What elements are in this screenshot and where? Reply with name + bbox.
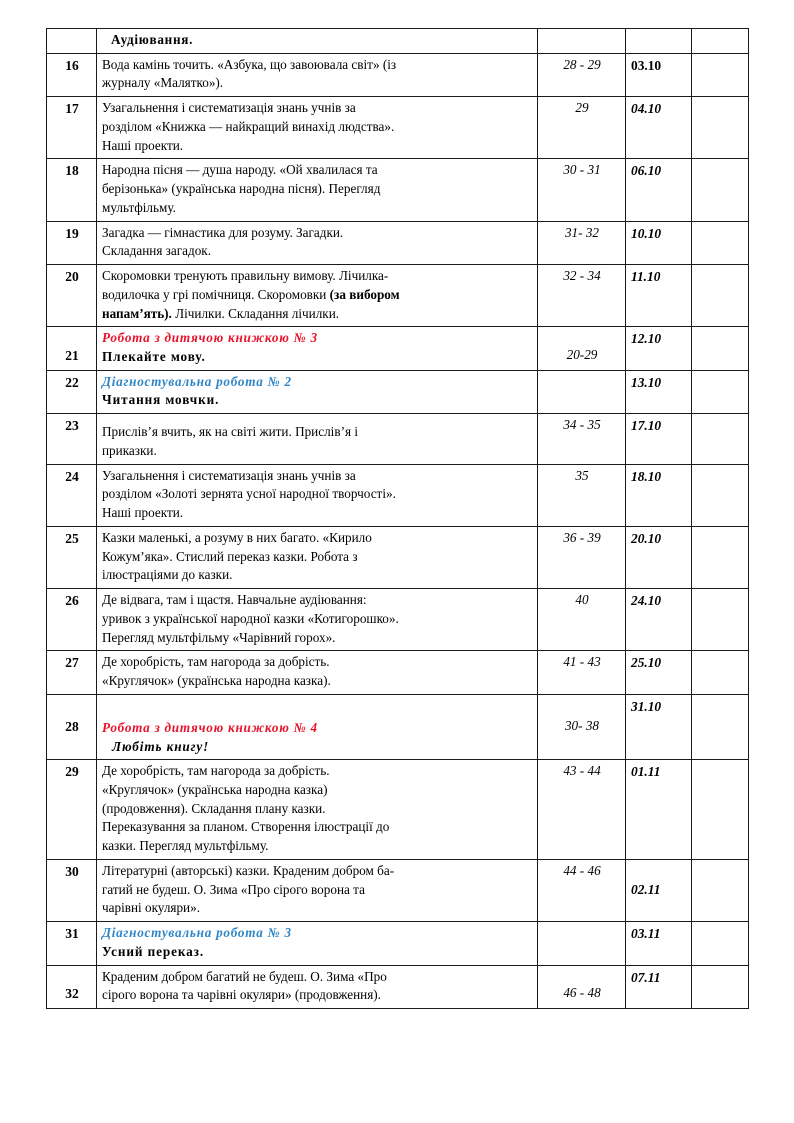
row-number: 24: [47, 464, 97, 526]
row-date: 01.11: [626, 760, 692, 860]
content-line: Перегляд мультфільму «Чарівний горох».: [102, 629, 336, 645]
row-pages: 34 - 35: [538, 414, 626, 464]
row-number: 27: [47, 651, 97, 694]
content-line: приказки.: [102, 442, 157, 458]
content-line: Аудіювання.: [111, 32, 194, 47]
row-number: 16: [47, 53, 97, 96]
table-row: [47, 97, 749, 159]
row-pages: 44 - 46: [538, 859, 626, 921]
content-line: Загадка — гімнастика для розуму. Загадки.: [102, 224, 344, 240]
row-content: [97, 97, 538, 159]
row-note: [692, 53, 749, 96]
row-number: 22: [47, 370, 97, 413]
row-number: 30: [47, 859, 97, 921]
row-note: [692, 97, 749, 159]
row-content: [97, 760, 538, 860]
content-line: Вода камінь точить. «Азбука, що завоювала світ» (із: [102, 56, 397, 72]
row-pages: 20-29: [538, 327, 626, 370]
row-date: 07.11: [626, 965, 692, 1008]
content-line: Любіть книгу!: [112, 738, 210, 754]
row-number: 17: [47, 97, 97, 159]
row-pages: [538, 370, 626, 413]
table-body: [47, 29, 749, 1009]
row-note: [692, 922, 749, 965]
table-row: [47, 414, 749, 464]
spacer: [102, 697, 533, 719]
content-line: Узагальнення і систематизація знань учнів за: [102, 100, 356, 116]
content-line: Де хоробрість, там нагорода за добрість.: [102, 763, 330, 779]
lesson-plan-table: [46, 28, 749, 1009]
row-pages: 31- 32: [538, 221, 626, 264]
table-row: [47, 464, 749, 526]
row-number: 32: [47, 965, 97, 1008]
spacer: [102, 416, 533, 423]
content-line: Усний переказ.: [102, 943, 205, 959]
row-date: 18.10: [626, 464, 692, 526]
row-content: [97, 651, 538, 694]
row-content: [97, 327, 538, 370]
table-row: [47, 221, 749, 264]
row-note: [692, 694, 749, 759]
row-note: [692, 526, 749, 588]
emphasis-fragment: (за вибором: [329, 286, 400, 302]
content-line: розділом «Золоті зернята усної народної творчості».: [102, 486, 396, 502]
content-line: Складання загадок.: [102, 243, 212, 259]
row-date: [626, 29, 692, 54]
row-pages: 41 - 43: [538, 651, 626, 694]
row-note: [692, 370, 749, 413]
row-number: 29: [47, 760, 97, 860]
table-row: [47, 651, 749, 694]
row-date: 17.10: [626, 414, 692, 464]
row-content: [97, 694, 538, 759]
content-line: Кожум’яка». Стислий переказ казки. Робота з: [102, 548, 358, 564]
row-number: 26: [47, 589, 97, 651]
content-line: мультфільму.: [102, 199, 176, 215]
row-note: [692, 760, 749, 860]
row-date: 11.10: [626, 265, 692, 327]
row-date: 12.10: [626, 327, 692, 370]
row-content: [97, 29, 538, 54]
row-number: 31: [47, 922, 97, 965]
content-line: гатий не будеш. О. Зима «Про сірого ворона та: [102, 881, 365, 897]
row-number: 25: [47, 526, 97, 588]
table-row: [47, 159, 749, 221]
row-content: [97, 526, 538, 588]
table-row: [47, 694, 749, 759]
row-pages: 30- 38: [538, 694, 626, 759]
table-row: [47, 965, 749, 1008]
content-line: «Круглячок» (українська народна казка): [102, 781, 328, 797]
content-line: Краденим добром багатий не будеш. О. Зима «Про: [102, 968, 387, 984]
table-row: [47, 526, 749, 588]
content-line: Де відвага, там і щастя. Навчальне аудіювання:: [102, 592, 367, 608]
row-number: 23: [47, 414, 97, 464]
row-date: 25.10: [626, 651, 692, 694]
row-number: 20: [47, 265, 97, 327]
content-line: берізонька» (українська народна пісня). Перегляд: [102, 181, 381, 197]
row-note: [692, 651, 749, 694]
content-line: ілюстраціями до казки.: [102, 567, 233, 583]
table-row: [47, 589, 749, 651]
row-pages: [538, 29, 626, 54]
row-note: [692, 265, 749, 327]
row-note: [692, 965, 749, 1008]
content-line: Наші проекти.: [102, 137, 184, 153]
content-line: Плекайте мову.: [102, 349, 206, 365]
row-number: 19: [47, 221, 97, 264]
content-line: Читання мовчки.: [102, 392, 220, 408]
content-line: «Круглячок» (українська народна казка).: [102, 673, 331, 689]
row-date: 03.11: [626, 922, 692, 965]
row-number: 21: [47, 327, 97, 370]
special-heading-blue: Діагностувальна робота № 3: [102, 925, 292, 941]
content-line: сірого ворона та чарівні окуляри» (продовження).: [102, 987, 381, 1003]
table-row: [47, 859, 749, 921]
content-line: чарівні окуляри».: [102, 900, 201, 916]
special-heading-red: Робота з дитячою книжкою № 3: [102, 330, 318, 346]
table-row: [47, 53, 749, 96]
content-line: Скоромовки тренують правильну вимову. Лічилка-: [102, 268, 389, 284]
row-content: [97, 53, 538, 96]
row-note: [692, 464, 749, 526]
row-pages: 40: [538, 589, 626, 651]
row-number: 28: [47, 694, 97, 759]
table-row: [47, 370, 749, 413]
row-note: [692, 221, 749, 264]
content-line: Переказування за планом. Створення ілюстрації до: [102, 819, 390, 835]
row-content: [97, 589, 538, 651]
table-row: [47, 922, 749, 965]
row-date: 02.11: [626, 859, 692, 921]
content-line: Наші проекти.: [102, 505, 184, 521]
emphasis-fragment: напам’ять).: [102, 305, 172, 321]
row-date: 31.10: [626, 694, 692, 759]
row-pages: 36 - 39: [538, 526, 626, 588]
row-date: 10.10: [626, 221, 692, 264]
content-line: Літературні (авторські) казки. Краденим добром ба-: [102, 862, 395, 878]
content-line: уривок з української народної казки «Котигорошко».: [102, 610, 399, 626]
content-line: Казки маленькі, а розуму в них багато. «Кирило: [102, 529, 372, 545]
content-line: казки. Перегляд мультфільму.: [102, 838, 269, 854]
special-heading-red: Робота з дитячою книжкою № 4: [102, 719, 318, 735]
table-row: [47, 29, 749, 54]
table-row: [47, 265, 749, 327]
content-line: Народна пісня — душа народу. «Ой хвалилася та: [102, 162, 378, 178]
row-pages: [538, 922, 626, 965]
row-note: [692, 589, 749, 651]
row-content: [97, 965, 538, 1008]
content-line: Де хоробрість, там нагорода за добрість.: [102, 654, 330, 670]
row-note: [692, 29, 749, 54]
content-line: Прислів’я вчить, як на світі жити. Прислів’я і: [102, 424, 358, 440]
row-content: [97, 859, 538, 921]
row-content: [97, 370, 538, 413]
row-note: [692, 159, 749, 221]
row-pages: 46 - 48: [538, 965, 626, 1008]
row-number: [47, 29, 97, 54]
row-content: [97, 159, 538, 221]
row-note: [692, 327, 749, 370]
table-row: [47, 760, 749, 860]
special-heading-blue: Діагностувальна робота № 2: [102, 373, 292, 389]
row-pages: 43 - 44: [538, 760, 626, 860]
row-date: 24.10: [626, 589, 692, 651]
content-line: журналу «Малятко»).: [102, 75, 224, 91]
row-number: 18: [47, 159, 97, 221]
row-content: [97, 464, 538, 526]
row-pages: 32 - 34: [538, 265, 626, 327]
row-pages: 29: [538, 97, 626, 159]
row-content: [97, 221, 538, 264]
row-note: [692, 414, 749, 464]
row-date: 20.10: [626, 526, 692, 588]
content-line: напам’ять). Лічилки. Складання лічилки.: [102, 305, 340, 321]
row-pages: 28 - 29: [538, 53, 626, 96]
content-line: розділом «Книжка — найкращий винахід людства».: [102, 118, 395, 134]
row-date: 03.10: [626, 53, 692, 96]
content-line: (продовження). Складання плану казки.: [102, 800, 326, 816]
content-line: водилочка у грі помічниця. Скоромовки (за вибором: [102, 286, 400, 302]
row-date: 06.10: [626, 159, 692, 221]
row-content: [97, 414, 538, 464]
row-date: 04.10: [626, 97, 692, 159]
row-note: [692, 859, 749, 921]
row-content: [97, 265, 538, 327]
table-row: [47, 327, 749, 370]
row-content: [97, 922, 538, 965]
content-line: Узагальнення і систематизація знань учнів за: [102, 467, 356, 483]
row-pages: 30 - 31: [538, 159, 626, 221]
row-date: 13.10: [626, 370, 692, 413]
row-pages: 35: [538, 464, 626, 526]
